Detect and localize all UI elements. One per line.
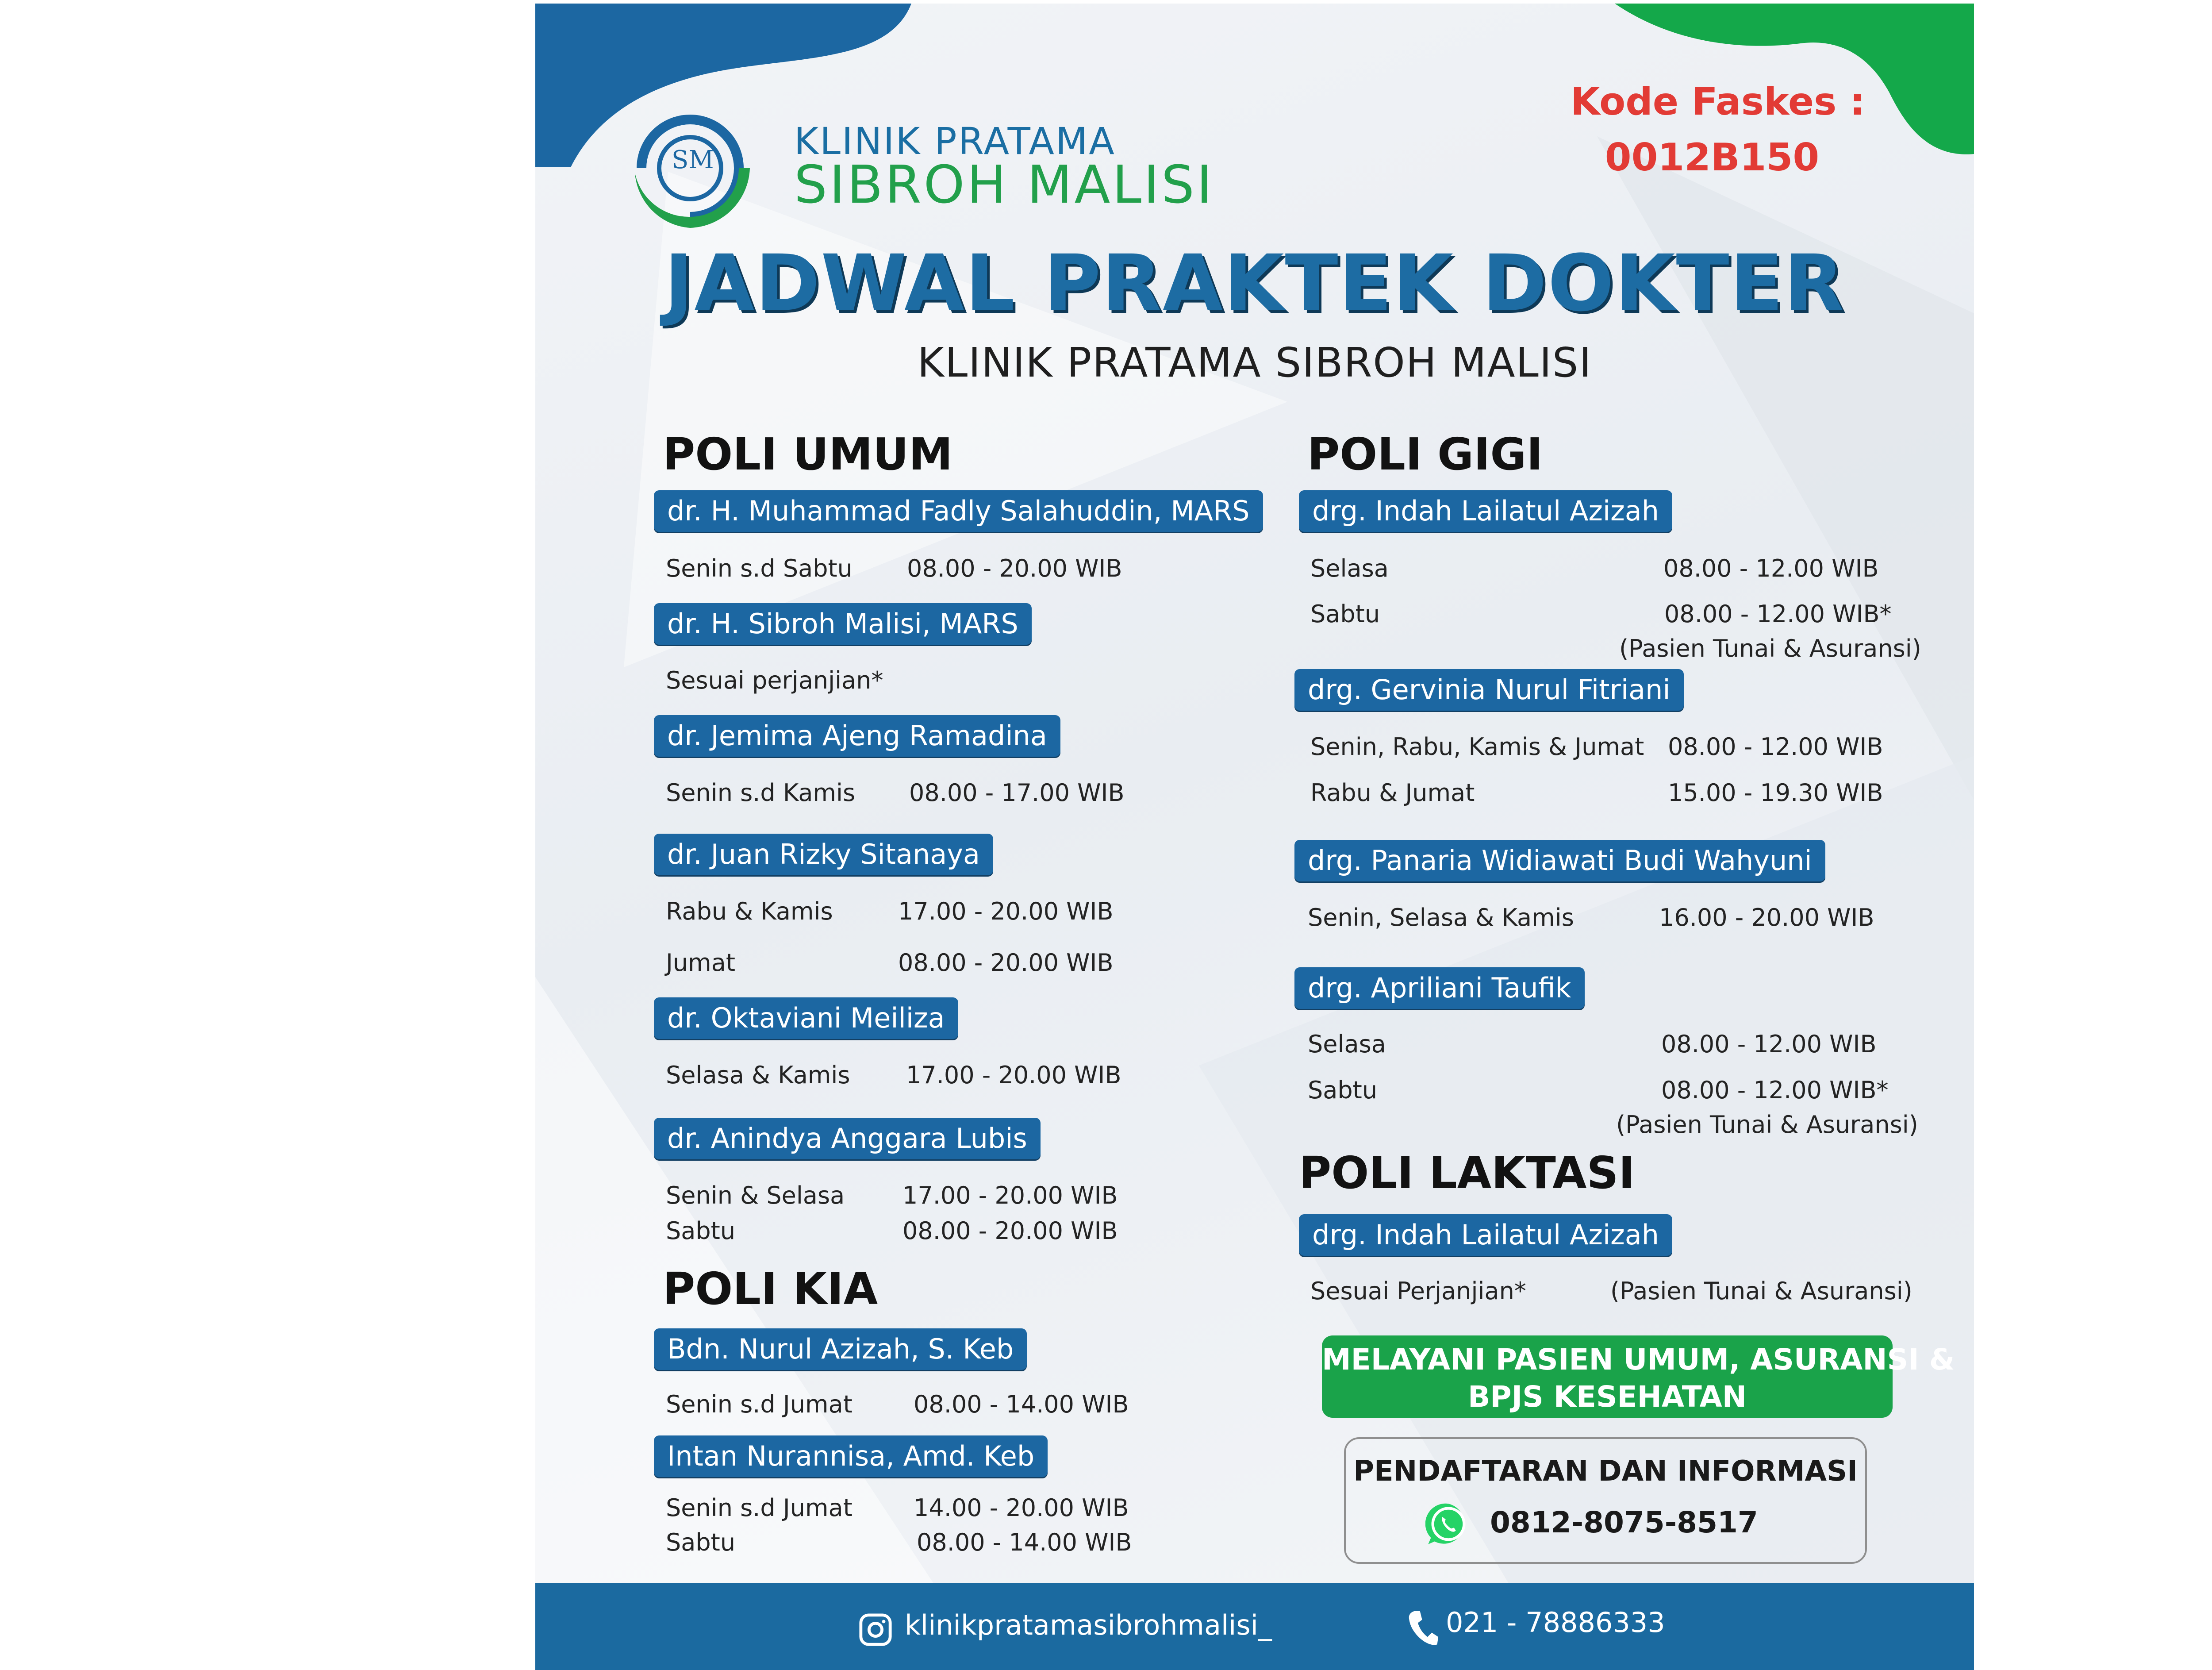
schedule-time: 08.00 - 12.00 WIB*: [1664, 600, 1892, 628]
schedule-day: Rabu & Kamis: [666, 897, 833, 925]
schedule-time: 08.00 - 20.00 WIB: [907, 554, 1122, 582]
schedule-time: 16.00 - 20.00 WIB: [1659, 904, 1874, 931]
schedule-day: Senin, Selasa & Kamis: [1308, 904, 1574, 931]
schedule-time: 08.00 - 17.00 WIB: [909, 779, 1125, 807]
page-subtitle: KLINIK PRATAMA SIBROH MALISI: [917, 339, 1592, 386]
registration-box: [1344, 1437, 1867, 1564]
doctor-name-pill: dr. Juan Rizky Sitanaya: [654, 834, 993, 875]
service-banner-line-2: BPJS KESEHATAN: [1468, 1380, 1747, 1414]
schedule-day: Sesuai Perjanjian*: [1310, 1277, 1526, 1305]
doctor-name-pill: drg. Indah Lailatul Azizah: [1299, 1214, 1672, 1256]
whatsapp-icon: [1425, 1501, 1471, 1547]
schedule-day: Senin s.d Jumat: [666, 1494, 853, 1522]
schedule-time: 08.00 - 20.00 WIB: [902, 1217, 1118, 1245]
schedule-time: 08.00 - 14.00 WIB: [917, 1528, 1132, 1556]
service-banner-line-1: MELAYANI PASIEN UMUM, ASURANSI &: [1322, 1343, 1955, 1377]
doctor-name-pill: dr. H. Muhammad Fadly Salahuddin, MARS: [654, 490, 1263, 532]
schedule-time: 08.00 - 12.00 WIB: [1663, 554, 1879, 582]
kode-faskes-label: Kode Faskes :: [1571, 80, 1865, 124]
schedule-day: Senin & Selasa: [666, 1181, 845, 1209]
schedule-day: Sabtu: [1308, 1076, 1378, 1104]
schedule-day: Sabtu: [666, 1217, 736, 1245]
schedule-poster: [535, 4, 1974, 1670]
doctor-name-pill: dr. Anindya Anggara Lubis: [654, 1118, 1041, 1159]
registration-title: PENDAFTARAN DAN INFORMASI: [1353, 1455, 1858, 1488]
doctor-name-pill: dr. Jemima Ajeng Ramadina: [654, 715, 1060, 757]
schedule-time: 14.00 - 20.00 WIB: [914, 1494, 1129, 1522]
instagram-icon: [858, 1612, 893, 1647]
doctor-name-pill: dr. Oktaviani Meiliza: [654, 997, 958, 1039]
doctor-name-pill: Bdn. Nurul Azizah, S. Keb: [654, 1328, 1027, 1370]
schedule-time: 17.00 - 20.00 WIB: [902, 1181, 1118, 1209]
doctor-name-pill: dr. H. Sibroh Malisi, MARS: [654, 603, 1032, 645]
schedule-day: Sesuai perjanjian*: [666, 666, 883, 694]
schedule-time: 17.00 - 20.00 WIB: [898, 897, 1114, 925]
schedule-day: Rabu & Jumat: [1310, 779, 1475, 807]
section-title-poli-kia: POLI KIA: [663, 1263, 878, 1315]
page-title: JADWAL PRAKTEK DOKTER: [664, 238, 1845, 329]
whatsapp-number: 0812-8075-8517: [1490, 1505, 1758, 1539]
schedule-note: (Pasien Tunai & Asuransi): [1616, 1111, 1918, 1139]
schedule-time: 08.00 - 14.00 WIB: [914, 1390, 1129, 1418]
logo-line-2: SIBROH MALISI: [794, 154, 1214, 215]
phone-icon: [1407, 1609, 1440, 1649]
doctor-name-pill: drg. Apriliani Taufik: [1294, 967, 1585, 1009]
schedule-day: Selasa & Kamis: [666, 1061, 850, 1089]
service-banner: [1322, 1335, 1955, 1418]
kode-faskes-value: 0012B150: [1605, 135, 1820, 180]
schedule-day: Senin s.d Kamis: [666, 779, 856, 807]
svg-text:SM: SM: [672, 146, 714, 174]
schedule-day: Senin, Rabu, Kamis & Jumat: [1310, 733, 1644, 761]
section-title-poli-laktasi: POLI LAKTASI: [1299, 1147, 1635, 1199]
logo-line-1: KLINIK PRATAMA: [794, 119, 1116, 163]
schedule-time: 08.00 - 12.00 WIB: [1661, 1030, 1877, 1058]
schedule-note: (Pasien Tunai & Asuransi): [1619, 635, 1921, 662]
doctor-name-pill: drg. Indah Lailatul Azizah: [1299, 490, 1672, 532]
schedule-day: Jumat: [666, 949, 736, 977]
schedule-day: Selasa: [1310, 554, 1389, 582]
schedule-time: 08.00 - 20.00 WIB: [898, 949, 1114, 977]
schedule-time: 08.00 - 12.00 WIB: [1668, 733, 1883, 761]
schedule-time: 08.00 - 12.00 WIB*: [1661, 1076, 1889, 1104]
instagram-handle: klinikpratamasibrohmalisi_: [905, 1609, 1272, 1641]
footer-bar: [535, 1583, 1974, 1670]
doctor-name-pill: drg. Panaria Widiawati Budi Wahyuni: [1294, 840, 1825, 881]
phone-number: 021 - 78886333: [1446, 1606, 1665, 1639]
section-title-poli-umum: POLI UMUM: [663, 428, 953, 480]
schedule-day: Selasa: [1308, 1030, 1386, 1058]
doctor-name-pill: Intan Nurannisa, Amd. Keb: [654, 1435, 1048, 1477]
schedule-time: 15.00 - 19.30 WIB: [1668, 779, 1883, 807]
schedule-day: Senin s.d Jumat: [666, 1390, 853, 1418]
logo-icon: [624, 102, 757, 235]
schedule-note: (Pasien Tunai & Asuransi): [1610, 1277, 1912, 1305]
schedule-day: Sabtu: [1310, 600, 1380, 628]
doctor-name-pill: drg. Gervinia Nurul Fitriani: [1294, 669, 1684, 711]
schedule-day: Sabtu: [666, 1528, 736, 1556]
schedule-day: Senin s.d Sabtu: [666, 554, 853, 582]
section-title-poli-gigi: POLI GIGI: [1307, 428, 1543, 480]
schedule-time: 17.00 - 20.00 WIB: [906, 1061, 1121, 1089]
